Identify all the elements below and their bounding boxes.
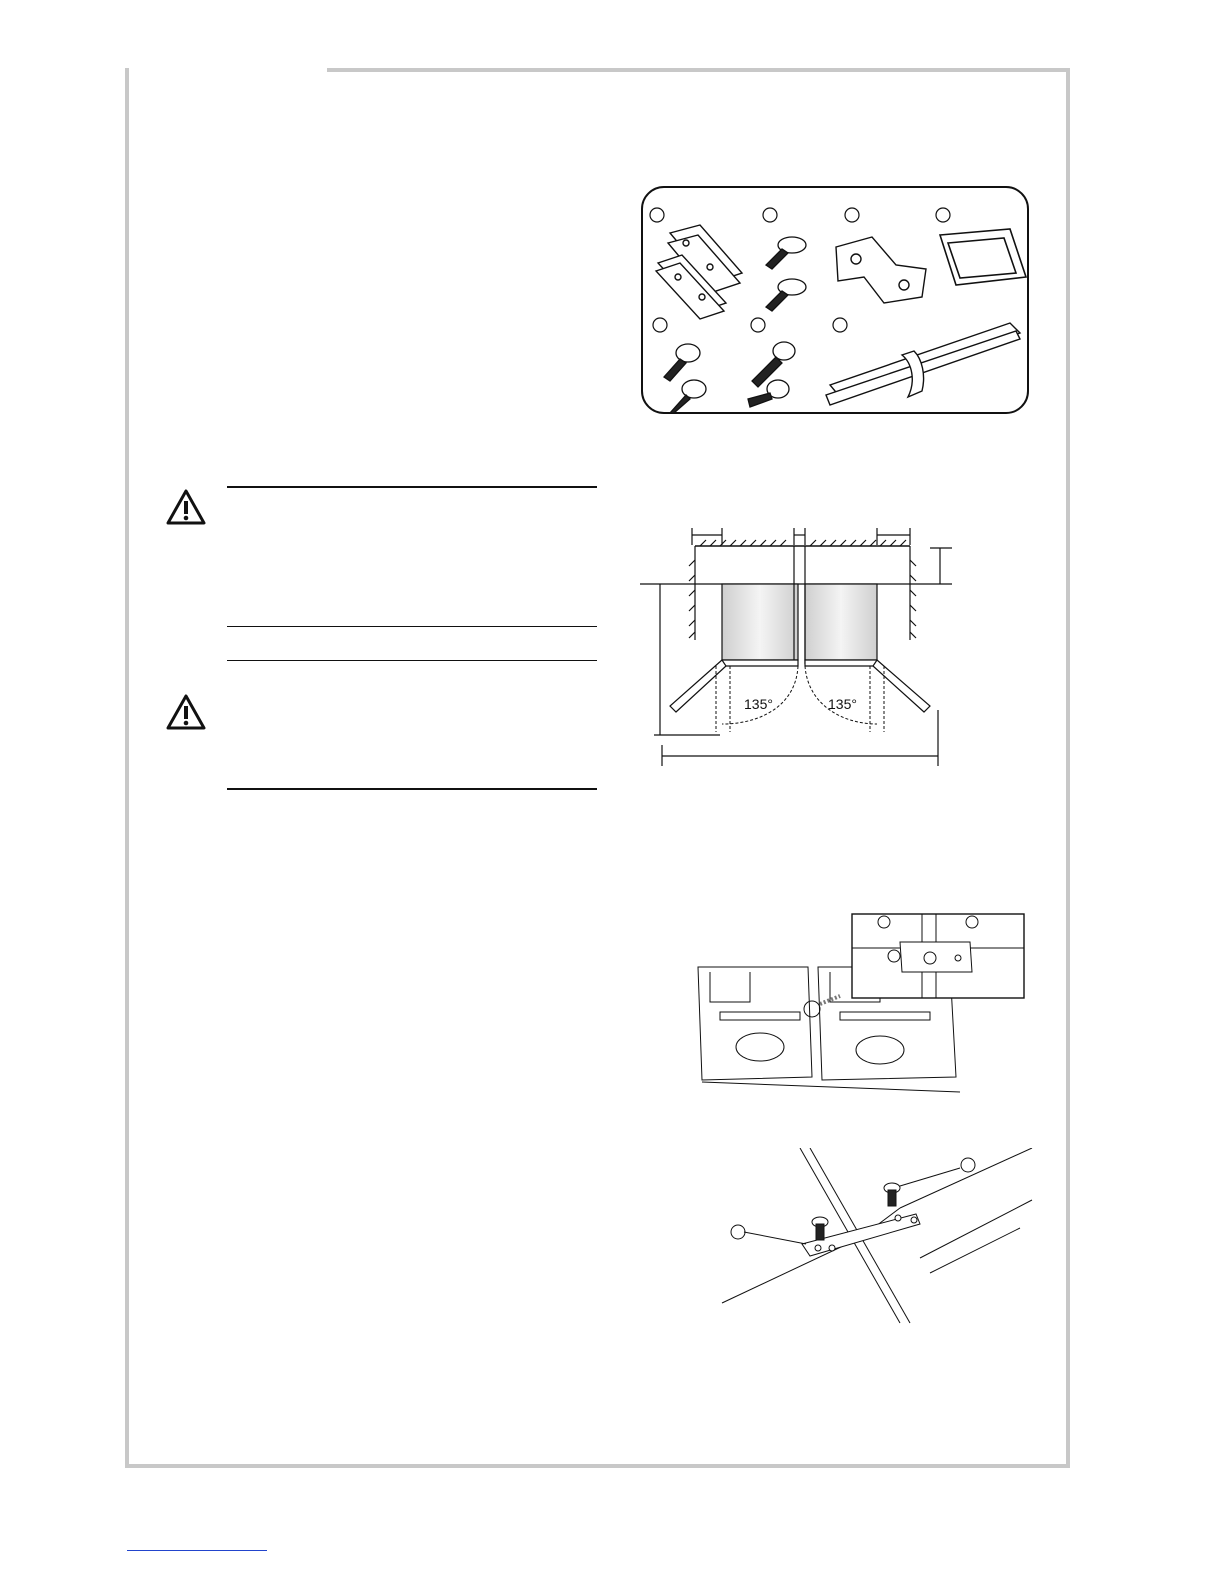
caution-top-rule: [227, 486, 597, 488]
warning-top-rule: [227, 660, 597, 661]
accessory-parts-figure: [640, 185, 1030, 415]
front-bracket-figure: [720, 1148, 1035, 1328]
rear-bracket-figure: [690, 912, 1030, 1102]
right-door-angle-label: 135°: [828, 696, 857, 712]
left-door-angle-label: 135°: [744, 696, 773, 712]
warning-bottom-rule: [227, 788, 597, 790]
warning-triangle-icon: [165, 693, 207, 731]
caution-bottom-rule: [227, 626, 597, 627]
footer-link-underline[interactable]: [127, 1550, 267, 1551]
frame-header-gap: [129, 66, 327, 74]
door-clearance-diagram: [640, 520, 960, 770]
warning-triangle-icon: [165, 488, 207, 526]
